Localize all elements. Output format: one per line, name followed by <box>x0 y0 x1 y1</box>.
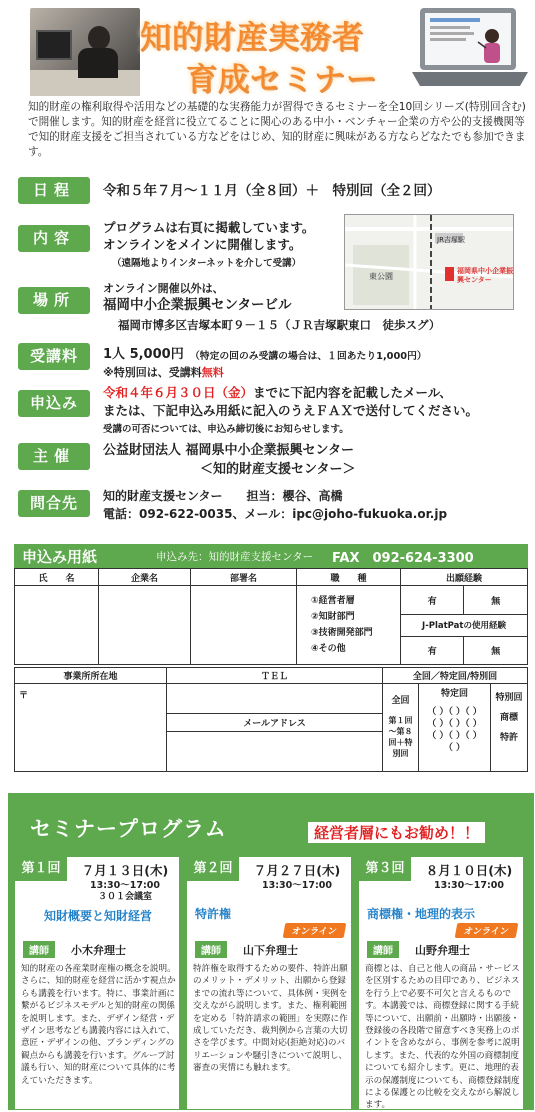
session-theme: 商標権・地理的表示 <box>367 907 476 921</box>
host-line2: ＜知的財産支援センター＞ <box>200 462 356 477</box>
fee-note: （特定の回のみ受講の場合は、１回あたり1,000円） <box>190 351 427 362</box>
session-num: 第３回 <box>359 857 411 881</box>
col-attend: 全回／特定回/特別回 <box>383 668 528 684</box>
session-card-3 <box>358 856 524 1110</box>
venue-building: 福岡中小企業振興センタービル <box>103 297 292 313</box>
form-table-top <box>14 568 528 665</box>
col-address: 事業所所在地 <box>15 668 167 684</box>
name-input[interactable] <box>15 586 99 665</box>
map-station-label: JR吉塚駅 <box>437 236 465 244</box>
session-card-2 <box>186 856 352 1110</box>
lecturer-badge: 講師 <box>367 941 399 958</box>
content-line2: オンラインをメインに開催します。 <box>103 237 302 252</box>
col-exp: 出願経験 <box>401 569 528 586</box>
content-note: （遠隔地よりインターネットを介して受講） <box>112 258 302 269</box>
title-line1: 知的財産実務者 <box>140 20 364 56</box>
session-date: ８月１０日(木) <box>425 863 513 878</box>
apply-deadline: 令和４年６月３０日（金） <box>103 385 254 400</box>
mail-input[interactable] <box>167 732 383 772</box>
apply-line1: までに下記内容を記載したメール、 <box>253 385 452 400</box>
program-subtitle: 経営者層にもお勧め！！ <box>308 822 485 843</box>
attend-all[interactable]: 全回 第１回～第８回＋特別回 <box>383 684 419 772</box>
session-date: ７月２７日(木) <box>253 863 341 878</box>
laptop-teacher-illustration <box>412 6 528 94</box>
label-schedule: 日程 <box>18 177 90 204</box>
session-time: 13:30～17:00 <box>262 880 332 891</box>
contact-line2: 電話：092-622-0035、メール：ipc@joho-fukuoka.or.jp <box>103 507 448 521</box>
session-desc: 特許権を取得するための要件、特許出願のメリット・デメリット、出願から登録までの流れ等について、具体例・実例を交えながら説明します。また、権利範囲を定める「特許請求の範囲」を実際に作成していただき、裁判例から言葉の大切さを学びます。中間対応(拒絶対応)のバリエーションや騒引きについて説明し、審査の実情にも触れます。 <box>193 964 348 1074</box>
attend-specific[interactable]: 特定回 （ ）（ ）（ ） （ ）（ ）（ ） （ ）（ ）（ ） （ ） <box>419 684 491 772</box>
map-park-label: 東公園 <box>369 272 393 281</box>
session-theme: 特許権 <box>195 907 232 921</box>
jplat-label: J-PlatPatの使用経験 <box>401 614 528 636</box>
lecturer-name: 小木弁理士 <box>71 944 126 957</box>
jplat-no[interactable]: 無 <box>464 636 528 664</box>
label-content: 内容 <box>18 225 90 252</box>
program-title: セミナープログラム <box>30 817 227 841</box>
venue-address: 福岡市博多区吉塚本町９－１５（ＪＲ吉塚駅東口 徒歩スグ） <box>118 318 441 332</box>
company-input[interactable] <box>99 586 191 665</box>
session-card-1 <box>14 856 180 1110</box>
session-room: ３０１会議室 <box>97 892 152 902</box>
session-num: 第１回 <box>15 857 67 881</box>
jplat-yes[interactable]: 有 <box>401 636 464 664</box>
online-badge: オンライン <box>283 923 346 938</box>
exp-yes[interactable]: 有 <box>401 586 464 614</box>
form-header <box>14 544 528 568</box>
seminar-photo <box>30 8 140 96</box>
attend-special[interactable]: 特別回 商標 特許 <box>491 684 528 772</box>
col-company: 企業名 <box>99 569 191 586</box>
form-title: 申込み用紙 <box>22 548 98 566</box>
session-time: 13:30～17:00 <box>90 880 160 891</box>
lecturer-badge: 講師 <box>23 941 55 958</box>
label-venue: 場所 <box>18 287 90 314</box>
title-line2: 育成セミナー <box>186 62 378 98</box>
session-desc: 知的財産の各産業財産権の概念を説明。さらに、知的財産を経営に活かす視点からも講義を行います。特に、事業計画に繋がるビジネスモデルと知的財産の関係を説明します。また、デザイン経営・デザイン思考なども講義内容には入れて、意匠・デザインの他、ブランディングの観点からも講義を行います。グループ討議も行い、知的財産について具体的に考えていただきます。 <box>21 964 176 1086</box>
label-fee: 受講料 <box>18 343 90 370</box>
map-building-label: 福岡県中小企業振興センター <box>457 267 513 284</box>
venue-map <box>344 214 514 310</box>
lecturer-name: 山下弁理士 <box>243 944 298 957</box>
venue-line1: オンライン開催以外は、 <box>103 282 224 295</box>
col-role: 職 種 <box>297 569 401 586</box>
online-badge: オンライン <box>455 923 518 938</box>
address-input[interactable]: 〒 <box>15 684 167 772</box>
col-tel: ＴＥＬ <box>167 668 383 684</box>
fee-free: 無料 <box>201 366 224 379</box>
session-desc: 商標とは、自己と他人の商品・サービスを区別するための目印であり、ビジネスを行う上で必要不可欠と言えるものです。本講義では、商標登録に関する手続等について、出願前・出願時・出願後・登録後の各段階で留意すべき実務上のポイントを含めながら、事例を参考に説明します。また、代表的な外国の商標制度についても紹介します。更に、地理的表示の保護制度についても、商標登録制度による保護との比較を交えながら解説します。 <box>365 964 520 1111</box>
host-line1: 公益財団法人 福岡県中小企業振興センター <box>103 443 355 458</box>
form-table-bottom <box>14 667 528 772</box>
session-num: 第２回 <box>187 857 239 881</box>
col-dept: 部署名 <box>191 569 297 586</box>
form-dest: 申込み先：知的財産支援センター <box>156 551 314 563</box>
tel-input[interactable] <box>167 684 383 714</box>
exp-no[interactable]: 無 <box>464 586 528 614</box>
label-apply: 申込み <box>18 390 90 417</box>
form-fax: FAX 092-624-3300 <box>332 551 474 566</box>
label-contact: 問合先 <box>18 490 90 517</box>
schedule-text: 令和５年７月～１１月（全８回）＋ 特別回（全２回） <box>103 183 441 199</box>
content-line1: プログラムは右頁に掲載しています。 <box>103 220 315 235</box>
session-time: 13:30～17:00 <box>434 880 504 891</box>
session-theme: 知財概要と知財経営 <box>43 909 152 923</box>
fee-special: ※特別回は、受講料 <box>103 366 202 379</box>
col-name: 氏 名 <box>15 569 99 586</box>
label-host: 主催 <box>18 443 90 470</box>
mail-label: メールアドレス <box>167 714 383 732</box>
lecturer-badge: 講師 <box>195 941 227 958</box>
apply-line2: または、下記申込み用紙に記入のうえＦＡＸで送付してください。 <box>103 403 479 418</box>
apply-note: 受講の可否については、申込み締切後にお知らせします。 <box>103 424 349 435</box>
session-date: ７月１３日(木) <box>81 863 169 878</box>
contact-line1: 知的財産支援センター 担当：櫻谷、高橋 <box>103 489 343 503</box>
lecturer-name: 山野弁理士 <box>415 944 470 957</box>
role-options[interactable]: ①経営者層 ②知財部門 ③技術開発部門 ④その他 <box>297 586 401 665</box>
intro-text: 知的財産の権利取得や活用などの基礎的な実務能力が習得できるセミナーを全10回シリーズ(特別回含む)で開催します。知的財産を経営に役立てることに関心のある中小・ベンチャー企業の方や公的支援機関等で知的財産支援をご担当されている方などをはじめ、知的財産に興味がある方ならどなたでも参加できます。 <box>28 101 526 158</box>
fee-amount: 1人 5,000円 <box>103 347 184 362</box>
dept-input[interactable] <box>191 586 297 665</box>
